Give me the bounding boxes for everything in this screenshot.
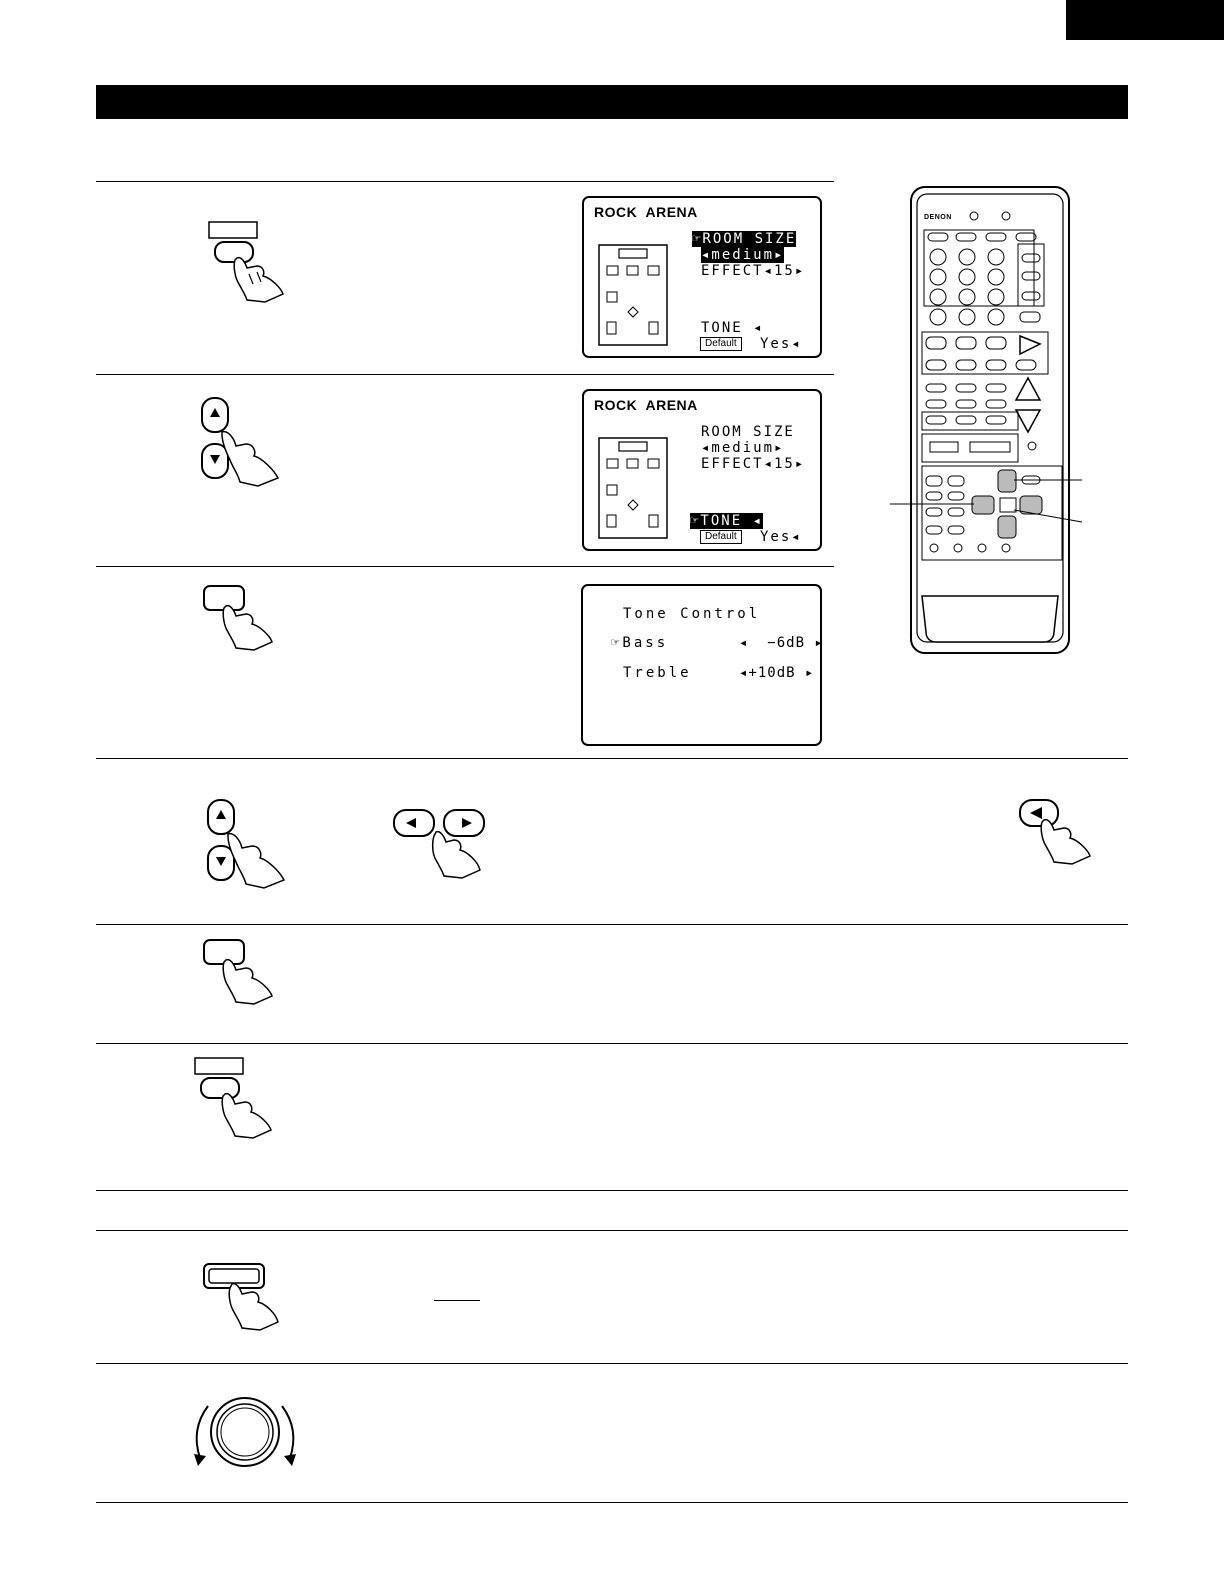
hand-press-up-down-icon (200, 392, 300, 492)
tone-item: TONE ◂ (701, 320, 764, 336)
default-label: Default (700, 530, 742, 544)
hand-press-up-down-icon (200, 798, 300, 898)
default-label: Default (700, 337, 742, 351)
osd-screen-2 (582, 389, 822, 551)
divider-step-6 (96, 1043, 1128, 1044)
effect-value: EFFECT◂15▸ (701, 263, 806, 279)
hand-press-button-icon (200, 584, 280, 664)
hand-press-wide-button-icon (200, 1262, 300, 1352)
treble-value: ◂+10dB ▸ (739, 665, 815, 681)
remote-body-icon (910, 186, 1072, 656)
hand-press-button-icon (205, 222, 305, 302)
tone-control-title: Tone Control (623, 606, 761, 622)
hand-press-left-right-icon (392, 808, 502, 888)
divider-step-5 (96, 924, 1128, 925)
corner-tab (1066, 0, 1224, 40)
default-yes: Yes◂ (760, 529, 802, 545)
divider-step-9 (96, 1363, 1128, 1364)
tone-item: ☞TONE ◂ (690, 513, 764, 529)
speaker-layout-icon (598, 244, 668, 346)
bass-label: ☞Bass (611, 635, 669, 651)
osd-screen-tone (581, 584, 822, 746)
effect-value: EFFECT◂15▸ (701, 456, 806, 472)
divider-bottom (96, 1502, 1128, 1503)
room-size-value: ◂medium▸ (701, 247, 785, 263)
section-header-bar (96, 85, 1128, 119)
hand-press-button-icon (200, 938, 280, 1018)
hand-press-left-icon (1018, 798, 1108, 878)
divider-step-3 (96, 566, 834, 567)
divider-step-8 (96, 1230, 1128, 1231)
screen-title: ROCK ARENA (594, 397, 698, 413)
room-size-label: ☞ROOM SIZE (692, 231, 797, 247)
screen-title: ROCK ARENA (594, 204, 698, 220)
divider-step-2 (96, 374, 834, 375)
default-yes: Yes◂ (760, 336, 802, 352)
callout-lines (890, 470, 1090, 530)
bass-value: ◂ −6dB ▸ (739, 635, 824, 651)
underline-mark (434, 1300, 480, 1301)
room-size-value: ◂medium▸ (701, 440, 785, 456)
divider-step-1 (96, 181, 834, 182)
room-size-label: ROOM SIZE (701, 424, 795, 440)
osd-screen-1 (582, 196, 822, 358)
remote-brand: DENON (924, 214, 952, 221)
divider-step-4 (96, 758, 1128, 759)
divider-step-7 (96, 1190, 1128, 1191)
remote-control (910, 186, 1072, 656)
hand-press-button-icon (193, 1058, 293, 1148)
volume-knob-icon (188, 1388, 308, 1478)
speaker-layout-icon (598, 437, 668, 539)
treble-label: Treble (623, 665, 692, 681)
